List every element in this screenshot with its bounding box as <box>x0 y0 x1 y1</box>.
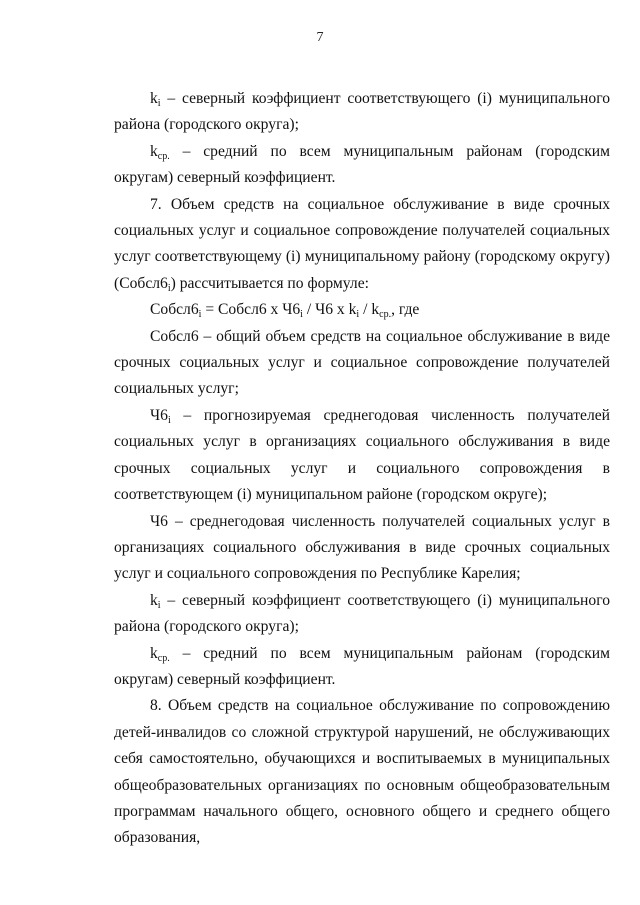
text-run: Ч6 <box>150 406 168 424</box>
subscript: i <box>300 309 303 321</box>
text-run: Собсл6 <box>150 301 199 319</box>
text-run: , где <box>391 301 420 319</box>
paragraph-ch6i-definition <box>114 403 610 509</box>
subscript: i <box>167 282 171 294</box>
text-run: – средний по всем муниципальным районам (городским округам) северный коэффициент. <box>114 142 610 187</box>
text-run: k <box>150 142 158 160</box>
text-run: – северный коэффициент соответствующего (i) муниципального района (городского округа); <box>114 591 610 636</box>
text-run: / Ч6 х k <box>302 301 357 319</box>
paragraph-item-8 <box>114 693 610 851</box>
formula-line <box>114 297 610 323</box>
paragraph-k-i-definition-2 <box>114 588 610 641</box>
paragraph-ch6-definition <box>114 509 610 588</box>
subscript: i <box>157 98 161 109</box>
paragraph-item-7 <box>114 192 610 298</box>
text-run: = Собсл6 х Ч6 <box>201 301 301 319</box>
subscript: i <box>167 414 171 426</box>
text-run: k <box>150 90 158 107</box>
document-body <box>114 86 610 852</box>
text-run: 7. Объем средств на социальное обслуживание в виде срочных социальных услуг и социальное сопровождение получателей социальных услуг соответствующему (i) муниципальному району (городскому округу) (Собсл6 <box>114 195 610 292</box>
subscript: ср. <box>157 150 170 162</box>
text-run: k <box>150 591 158 609</box>
text-run: – северный коэффициент соответствующего (i) муниципального района (городского округа); <box>114 90 610 134</box>
text-run: – средний по всем муниципальным районам (городским округам) северный коэффициент. <box>114 644 610 688</box>
text-run: – прогнозируемая среднегодовая численность получателей социальных услуг в организациях социального обслуживания в виде срочных социальных услуг и социального сопровождения в соответствующем (i) муниципальном районе (городском округе); <box>114 406 610 504</box>
subscript: i <box>157 599 161 611</box>
text-run: ) рассчитывается по формуле: <box>170 274 369 292</box>
subscript: ср. <box>157 652 170 664</box>
page-number: 7 <box>316 30 324 45</box>
subscript: ср. <box>379 309 392 321</box>
paragraph-k-i-definition <box>114 86 610 139</box>
paragraph-sobsl6-definition <box>114 324 610 403</box>
paragraph-k-avg-definition-2 <box>114 641 610 694</box>
subscript: i <box>198 309 202 321</box>
text-run: Собсл6 – общий объем средств на социальное обслуживание в виде срочных социальных услуг и социальное сопровождение получателей социальных услуг; <box>114 327 610 398</box>
paragraph-k-avg-definition <box>114 139 610 192</box>
text-run: Ч6 – среднегодовая численность получателей социальных услуг в организациях социального обслуживания в виде срочных социальных услуг и социального сопровождения по Республике Карелия; <box>114 512 610 583</box>
text-run: / k <box>359 301 380 319</box>
text-run: 8. Объем средств на социальное обслуживание по сопровождению детей-инвалидов со сложной структурой нарушений, не обслуживающих себя самостоятельно, обучающихся и воспитываемых в муниципальных общеобразовательных организациях по основным общеобразовательным программам начального общего, основного общего и среднего общего образования, <box>114 697 610 847</box>
text-run: k <box>150 644 158 662</box>
subscript: i <box>356 309 360 321</box>
